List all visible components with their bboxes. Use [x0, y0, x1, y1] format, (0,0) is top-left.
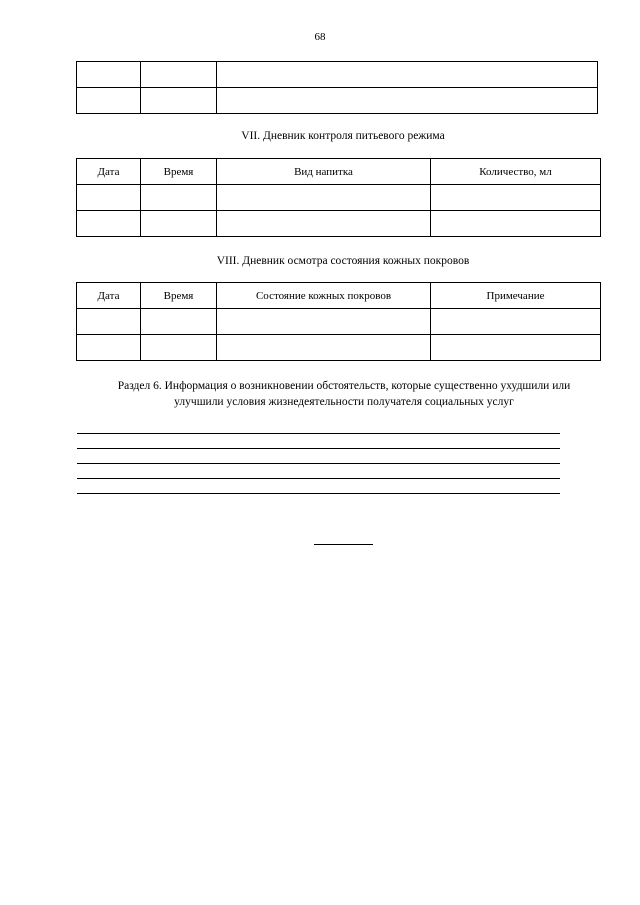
section-viii-title: VIII. Дневник осмотра состояния кожных покровов — [216, 255, 470, 267]
column-header-time: Время — [141, 283, 217, 309]
column-header-date: Дата — [77, 283, 141, 309]
table-cell — [77, 88, 141, 114]
blank-fill-line — [77, 433, 560, 434]
table-cell — [217, 185, 431, 211]
column-header-drink-type: Вид напитка — [217, 159, 431, 185]
table-row — [77, 309, 601, 335]
table-cell — [77, 335, 141, 361]
table-row — [77, 211, 601, 237]
table-cell — [141, 211, 217, 237]
blank-fill-line — [77, 463, 560, 464]
table-cell — [141, 62, 217, 88]
table-cell — [141, 309, 217, 335]
continued-table — [76, 61, 598, 114]
column-header-skin-condition: Состояние кожных покровов — [217, 283, 431, 309]
table-row — [77, 88, 598, 114]
column-header-amount: Количество, мл — [431, 159, 601, 185]
table-cell — [77, 185, 141, 211]
table-row — [77, 335, 601, 361]
table-header-row — [77, 159, 601, 185]
table-cell — [217, 211, 431, 237]
table-cell — [141, 88, 217, 114]
table-cell — [431, 335, 601, 361]
table-header-row — [77, 283, 601, 309]
table-row — [77, 185, 601, 211]
table-cell — [77, 309, 141, 335]
blank-fill-line — [77, 478, 560, 479]
table-cell — [141, 185, 217, 211]
skin-inspection-table — [76, 282, 601, 361]
section-vii-title: VII. Дневник контроля питьевого режима — [241, 130, 445, 142]
table-cell — [217, 335, 431, 361]
table-cell — [431, 211, 601, 237]
end-of-document-rule — [314, 544, 373, 545]
drinking-regime-table — [76, 158, 601, 237]
table-cell — [141, 335, 217, 361]
section-6-heading — [80, 378, 608, 410]
table-row — [77, 62, 598, 88]
column-header-time: Время — [141, 159, 217, 185]
table-cell — [77, 62, 141, 88]
table-cell — [431, 185, 601, 211]
page-number: 68 — [314, 31, 326, 43]
section-6-title-line: улучшили условия жизнедеятельности получателя социальных услуг — [174, 396, 514, 408]
table-cell — [77, 211, 141, 237]
section-6-title-line: Раздел 6. Информация о возникновении обстоятельств, которые существенно ухудшили или — [117, 380, 571, 392]
table-cell — [431, 309, 601, 335]
table-cell — [217, 309, 431, 335]
column-header-date: Дата — [77, 159, 141, 185]
blank-fill-line — [77, 448, 560, 449]
table-cell — [217, 88, 598, 114]
blank-fill-line — [77, 493, 560, 494]
column-header-note: Примечание — [431, 283, 601, 309]
table-cell — [217, 62, 598, 88]
